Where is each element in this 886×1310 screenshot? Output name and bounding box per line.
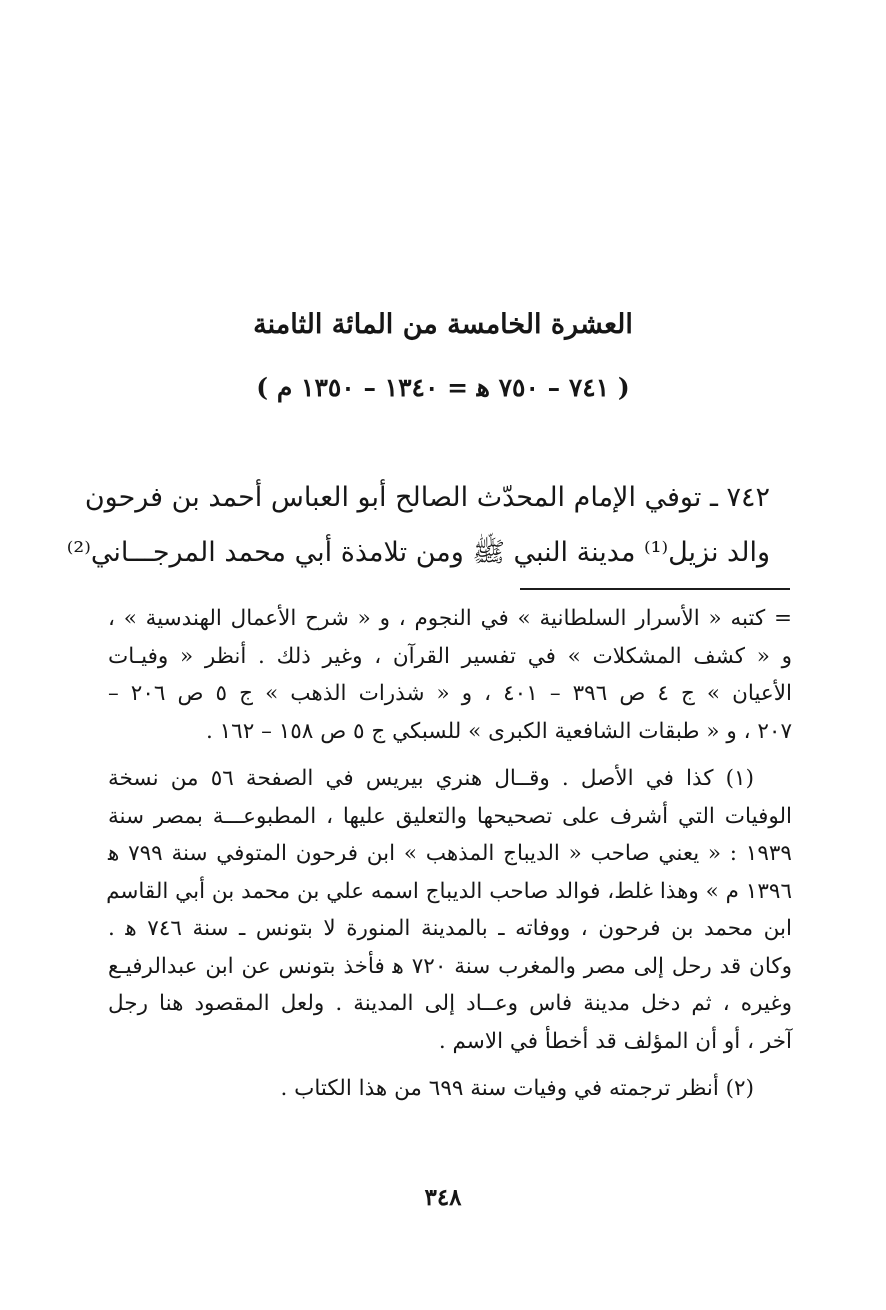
page-number: ٣٤٨: [424, 1184, 462, 1211]
footnote-line: الوفيات التي أشرف على تصحيحها والتعليق عليها ، المطبوعـــة بمصر سنة: [108, 803, 792, 829]
footnote-line: وكان قد رحل إلى مصر والمغرب سنة ٧٢٠ ﻫ فأخذ بتونس عن ابن عبدالرفيـع: [108, 953, 792, 979]
entry-paragraph: [66, 470, 770, 580]
footnote-line: آخر ، أو أن المؤلف قد أخطأ في الاسم .: [438, 1028, 792, 1054]
footnote-line: = كتبه « الأسرار السلطانية » في النجوم ، و « شرح الأعمال الهندسية » ،: [108, 606, 792, 631]
footnote-separator: [520, 588, 790, 590]
section-title: العشرة الخامسة من المائة الثامنة: [253, 309, 633, 340]
footnote-line: (٢) أنظر ترجمته في وفيات سنة ٦٩٩ من هذا الكتاب .: [280, 1076, 754, 1101]
footnote-line: وغيره ، ثم دخل مدينة فاس وعــاد إلى المدينة . ولعل المقصود هنا رجل: [108, 991, 792, 1016]
entry-line: والد نزيل⁽¹⁾ مدينة النبي ﷺ ومن تلامذة أبي محمد المرجـــاني⁽²⁾: [66, 537, 770, 568]
footnote-line: (١) كذا في الأصل . وقــال هنري بيريس في الصفحة ٥٦ من نسخة: [108, 766, 754, 791]
footnote-line: و « كشف المشكلات » في تفسير القرآن ، وغير ذلك . أنظر « وفيـات: [108, 643, 792, 669]
footnote-1: [108, 760, 792, 1060]
footnote-line: الأعيان » ج ٤ ص ٣٩٦ – ٤٠١ ، و « شذرات الذهب » ج ٥ ص ٢٠٦ –: [108, 681, 792, 706]
entry-line: ٧٤٢ ـ توفي الإمام المحدّث الصالح أبو العباس أحمد بن فرحون: [84, 482, 770, 513]
footnote-2: [108, 1070, 792, 1108]
footnote-line: ٢٠٧ ، و « طبقات الشافعية الكبرى » للسبكي ج ٥ ص ١٥٨ – ١٦٢ .: [205, 718, 792, 744]
section-date-range: ( ٧٤١ – ٧٥٠ ﻫ = ١٣٤٠ – ١٣٥٠ م ): [256, 373, 630, 402]
footnotes: [108, 600, 792, 1108]
footnote-continuation: [108, 600, 792, 750]
footnote-line: ١٩٣٩ : « يعني صاحب « الديباج المذهب » ابن فرحون المتوفي سنة ٧٩٩ ﻫ: [108, 841, 792, 866]
footnote-line: ١٣٩٦ م » وهذا غلط، فوالد صاحب الديباج اسمه علي بن محمد بن أبي القاسم: [106, 878, 792, 904]
footnote-line: ابن محمد بن فرحون ، ووفاته ـ بالمدينة المنورة لا بتونس ـ سنة ٧٤٦ ﻫ .: [108, 916, 792, 941]
